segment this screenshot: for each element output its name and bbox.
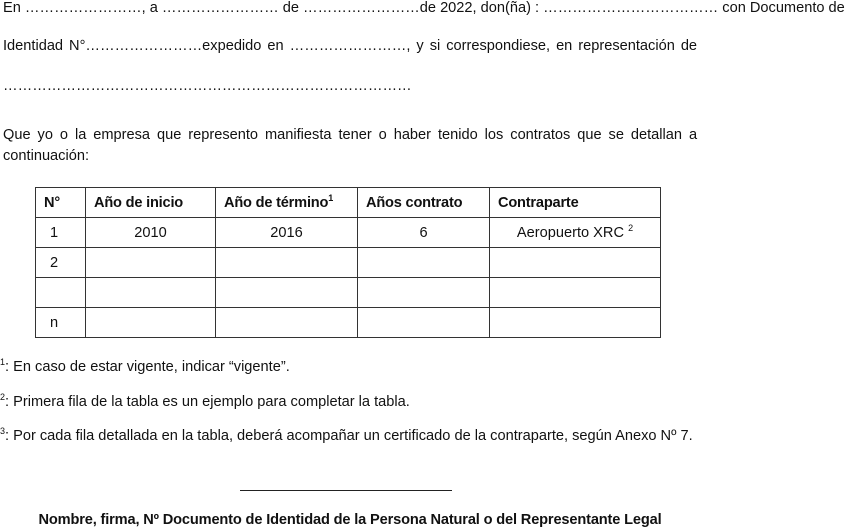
header-number: N° xyxy=(36,188,86,218)
table-row xyxy=(36,218,661,248)
footnote-2: $^2$: Primera fila de la tabla es un ejemplo para completar la tabla. xyxy=(0,392,410,410)
table-row xyxy=(36,278,661,308)
declaration-line-2: Identidad N°……………………expedido en ……………………, y si correspondiese, en representación de xyxy=(3,38,698,54)
row-start-year: 2010 xyxy=(86,218,216,248)
row-start-year xyxy=(86,278,216,308)
row-contract-years xyxy=(358,248,490,278)
row-counterparty: Aeropuerto XRC $^2$ xyxy=(490,218,661,248)
row-end-year xyxy=(216,248,358,278)
row-start-year xyxy=(86,308,216,338)
declaration-line-4: Que yo o la empresa que represento manifiesta tener o haber tenido los contratos que se detallan a xyxy=(3,127,698,143)
declaration-line-5: continuación: xyxy=(3,148,90,164)
row-start-year xyxy=(86,248,216,278)
row-contract-years: 6 xyxy=(358,218,490,248)
row-contract-years xyxy=(358,278,490,308)
header-start-year: Año de inicio xyxy=(86,188,216,218)
header-end-year: Año de término$^1$ xyxy=(216,188,358,218)
table-header-row xyxy=(36,188,661,218)
signature-caption: Nombre, firma, Nº Documento de Identidad de la Persona Natural o del Representante Legal xyxy=(38,512,662,528)
row-number xyxy=(36,278,86,308)
row-contract-years xyxy=(358,308,490,338)
header-counterparty: Contraparte xyxy=(490,188,661,218)
table-row xyxy=(36,308,661,338)
footnote-3: $^3$: Por cada fila detallada en la tabla, deberá acompañar un certificado de la contraparte, según Anexo Nº 7. xyxy=(0,426,693,444)
contracts-table xyxy=(35,187,661,338)
row-counterparty xyxy=(490,248,661,278)
table-row xyxy=(36,248,661,278)
row-end-year xyxy=(216,308,358,338)
row-end-year: 2016 xyxy=(216,218,358,248)
header-contract-years: Años contrato xyxy=(358,188,490,218)
footnote-1: $^1$: En caso de estar vigente, indicar “vigente”. xyxy=(0,357,290,375)
signature-line xyxy=(240,490,452,491)
row-counterparty xyxy=(490,308,661,338)
row-counterparty xyxy=(490,278,661,308)
declaration-line-1: En ……………………, a …………………… de ……………………de 2022, don(ña) : ……………………………… con Documento de xyxy=(3,0,845,16)
declaration-line-3: ………………………………………………………………………… xyxy=(3,78,412,94)
row-number: 1 xyxy=(36,218,86,248)
row-number: n xyxy=(36,308,86,338)
row-number: 2 xyxy=(36,248,86,278)
row-end-year xyxy=(216,278,358,308)
